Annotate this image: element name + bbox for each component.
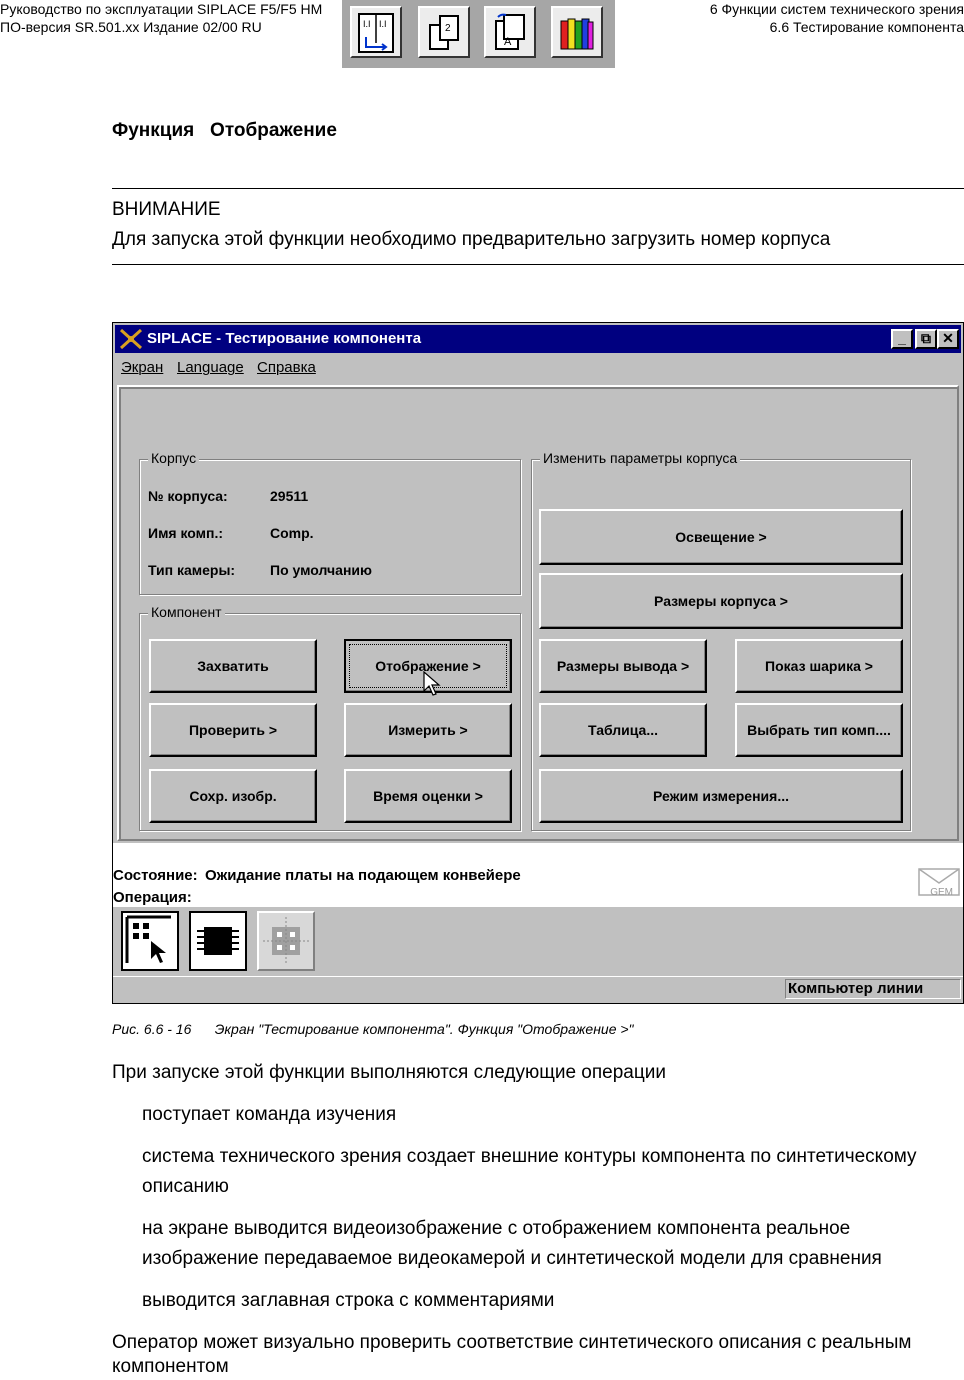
books-icon[interactable] <box>551 6 603 58</box>
body-item: система технического зрения создает внешние контуры компонента по синтетическому <box>142 1146 917 1167</box>
body-item: изображение передаваемое видеокамерой и синтетической модели для сравнения <box>142 1248 882 1269</box>
svg-text:I.I: I.I <box>379 19 387 29</box>
select-component-type-button[interactable]: Выбрать тип комп.... <box>735 703 903 757</box>
window-titlebar <box>115 325 961 353</box>
contents-icon[interactable] <box>350 6 402 58</box>
grab-button[interactable]: Захватить <box>149 639 317 693</box>
restore-icon[interactable]: ⧉ <box>915 329 937 349</box>
housing-number-value: 29511 <box>270 488 309 504</box>
app-window <box>112 322 964 1004</box>
evaluation-time-button[interactable]: Время оценки > <box>344 769 512 823</box>
housing-number-label: № корпуса: <box>148 488 228 504</box>
body-item: выводится заглавная строка с комментариями <box>142 1290 555 1311</box>
menu-language[interactable]: Language <box>177 359 244 376</box>
svg-text:A: A <box>504 36 512 48</box>
section-title: Функция Отображение <box>112 120 337 141</box>
divider <box>112 264 964 265</box>
body-item: описанию <box>142 1176 229 1197</box>
menu-screen[interactable]: Экран <box>121 359 164 376</box>
gem-label: GEM <box>930 887 953 898</box>
menubar <box>115 355 961 381</box>
lighting-button[interactable]: Освещение > <box>539 509 903 565</box>
check-button[interactable]: Проверить > <box>149 703 317 757</box>
operation-label: Операция: <box>113 889 192 906</box>
mouse-pointer-icon <box>423 671 441 697</box>
pages-icon[interactable] <box>418 6 470 58</box>
grid-chip-icon <box>259 913 313 969</box>
window-statusbar <box>113 976 963 1003</box>
body-item: поступает команда изучения <box>142 1104 397 1125</box>
measure-button[interactable]: Измерить > <box>344 703 512 757</box>
attention-text: Для запуска этой функции необходимо предварительно загрузить номер корпуса <box>112 229 831 250</box>
component-name-value: Comp. <box>270 525 314 541</box>
params-group-label: Изменить параметры корпуса <box>540 450 740 466</box>
select-cursor-icon <box>123 913 177 969</box>
body-item: на экране выводится видеоизображение с отображением компонента реальное <box>142 1218 851 1239</box>
divider <box>112 188 964 189</box>
doc-toolbar <box>342 0 615 68</box>
header-version: ПО-версия SR.501.xx Издание 02/00 RU <box>0 19 262 35</box>
status-label: Состояние: <box>113 867 198 884</box>
app-icon <box>119 328 143 350</box>
status-area <box>113 843 963 907</box>
statusbar-line-computer: Компьютер линии <box>785 979 961 999</box>
lead-size-button[interactable]: Размеры вывода > <box>539 639 707 693</box>
housing-group <box>139 450 521 595</box>
component-group-label: Компонент <box>148 604 225 620</box>
measurement-mode-button[interactable]: Режим измерения... <box>539 769 903 823</box>
housing-group-label: Корпус <box>148 450 199 466</box>
header-section: 6.6 Тестирование компонента <box>769 19 964 35</box>
header-manual-title: Руководство по эксплуатации SIPLACE F5/F5 HM <box>0 1 323 17</box>
menu-help[interactable]: Справка <box>257 359 316 376</box>
component-name-label: Имя комп.: <box>148 525 224 541</box>
chip-tool-button[interactable] <box>189 911 247 971</box>
header-chapter: 6 Функции систем технического зрения <box>709 1 964 17</box>
body-intro: При запуске этой функции выполняются следующие операции <box>112 1062 666 1083</box>
housing-size-button[interactable]: Размеры корпуса > <box>539 573 903 629</box>
client-area <box>117 385 959 841</box>
window-title: SIPLACE - Тестирование компонента <box>147 330 422 347</box>
svg-text:2: 2 <box>445 23 451 34</box>
show-ball-button[interactable]: Показ шарика > <box>735 639 903 693</box>
chip-icon <box>191 913 245 969</box>
close-icon[interactable]: ✕ <box>937 329 959 349</box>
body-outro: Оператор может визуально проверить соответствие синтетического описания с реальным <box>112 1332 912 1353</box>
save-image-button[interactable]: Сохр. изобр. <box>149 769 317 823</box>
body-outro: компонентом <box>112 1356 229 1377</box>
camera-type-value: По умолчанию <box>270 562 372 578</box>
figure-caption: Рис. 6.6 - 16 Экран "Тестирование компонента". Функция "Отображение >" <box>112 1021 634 1037</box>
index-icon[interactable] <box>484 6 536 58</box>
minimize-icon[interactable]: _ <box>891 329 913 349</box>
select-tool-button[interactable] <box>121 911 179 971</box>
camera-type-label: Тип камеры: <box>148 562 236 578</box>
grid-tool-button[interactable] <box>257 911 315 971</box>
status-text: Ожидание платы на подающем конвейере <box>205 867 521 884</box>
svg-text:I.I: I.I <box>363 19 371 29</box>
attention-title: ВНИМАНИЕ <box>112 199 221 220</box>
table-button[interactable]: Таблица... <box>539 703 707 757</box>
display-button[interactable]: Отображение > <box>344 639 512 693</box>
